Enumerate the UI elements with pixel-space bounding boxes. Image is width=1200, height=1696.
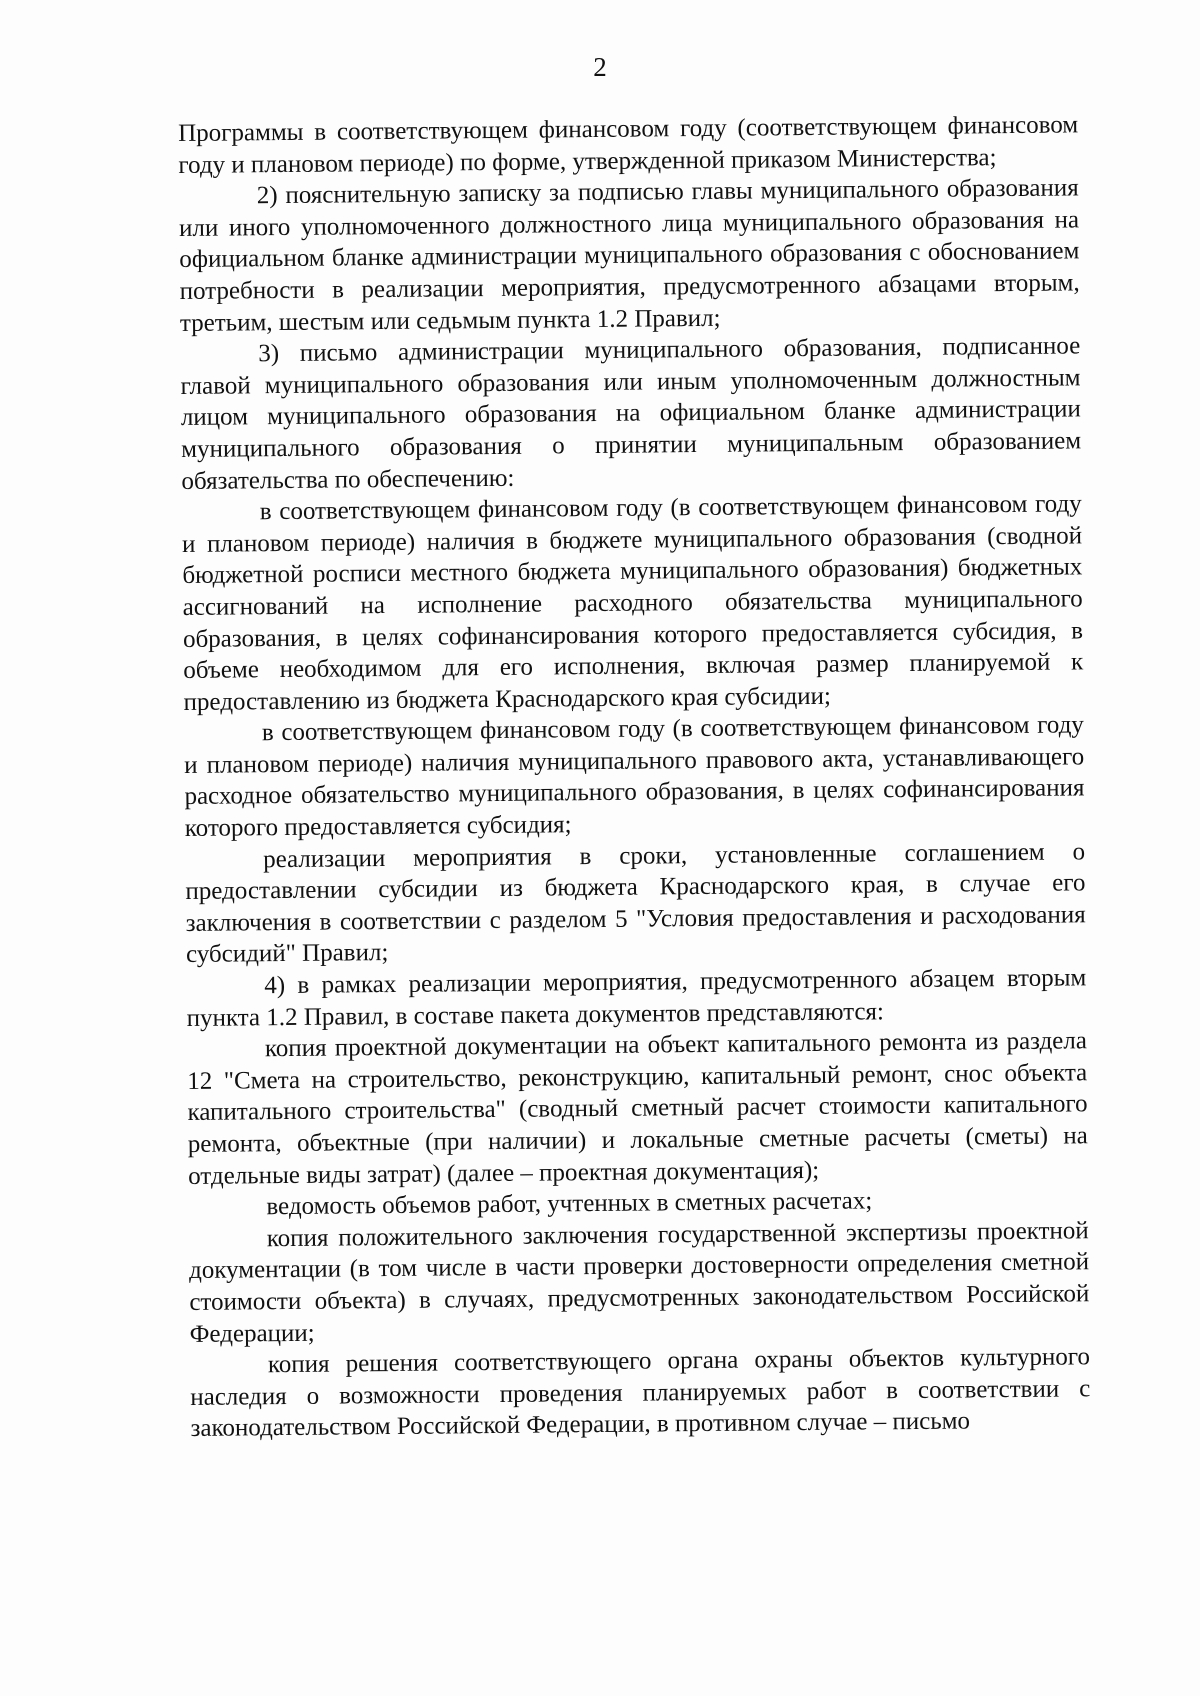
body-text	[178, 109, 1091, 1445]
paragraph: 2) пояснительную записку за подписью главы муниципального образования или иного уполномоченного должностного лица муниципального образования на официальном бланке администрации муниципального образования с обоснованием потребности в реализации мероприятия, предусмотренного абзацами вторым, третьим, шестым или седьмым пункта 1.2 Правил;	[178, 174, 1080, 337]
paragraph: 4) в рамках реализации мероприятия, предусмотренного абзацем вторым пункта 1.2 Правил, в составе пакета документов представляются:	[186, 964, 1087, 1032]
paragraph: копия проектной документации на объект капитального ремонта из раздела 12 "Смета на строительство, реконструкцию, капитальный ремонт, снос объекта капитального строительства" (сводный сметный расчет стоимости капитального ремонта, объектные (при наличии) и локальные сметные расчеты (сметы) на отдельные виды затрат) (далее – проектная документация);	[187, 1027, 1088, 1190]
paragraph: копия положительного заключения государственной экспертизы проектной документации (в том числе в части проверки достоверности определения сметной стоимости объекта) в случаях, предусмотренных законодательством Российской Федерации;	[188, 1217, 1090, 1348]
paragraph: реализации мероприятия в сроки, установленные соглашением о предоставлении субсидии из бюджета Краснодарского края, в случае его заключения в соответствии с разделом 5 "Условия предоставления и расходования субсидий" Правил;	[185, 837, 1086, 969]
paragraph: в соответствующем финансовом году (в соответствующем финансовом году и плановом периоде) наличия муниципального правового акта, устанавливающего расходное обязательство муниципального образования, в целях софинансирования которого предоставляется субсидия;	[184, 711, 1085, 843]
paragraph: копия решения соответствующего органа охраны объектов культурного наследия о возможности проведения планируемых работ в соответствии с законодательством Российской Федерации, в противном случае – письмо	[190, 1343, 1091, 1443]
paragraph: ведомость объемов работ, учтенных в сметных расчетах;	[266, 1187, 873, 1221]
paragraph: в соответствующем финансовом году (в соответствующем финансовом году и плановом периоде) наличия в бюджете муниципального образования (сводной бюджетной росписи местного бюджета муниципального образования) бюджетных ассигнований на исполнение расходного обязательства муниципального образования, в целях софинансирования которого предоставляется субсидия, в объеме необходимом для его исполнения, включая размер планируемой к предоставлению из бюджета Краснодарского края субсидии;	[181, 490, 1084, 716]
paragraph: 3) письмо администрации муниципального образования, подписанное главой муниципального образования или иным уполномоченным должностным лицом муниципального образования на официальном бланке администрации муниципального образования о принятии муниципальным образованием обязательства по обеспечению:	[180, 332, 1082, 495]
page-number: 2	[593, 52, 607, 82]
paragraph: Программы в соответствующем финансовом году (соответствующем финансовом году и плановом периоде) по форме, утвержденной приказом Министерства;	[178, 111, 1079, 179]
